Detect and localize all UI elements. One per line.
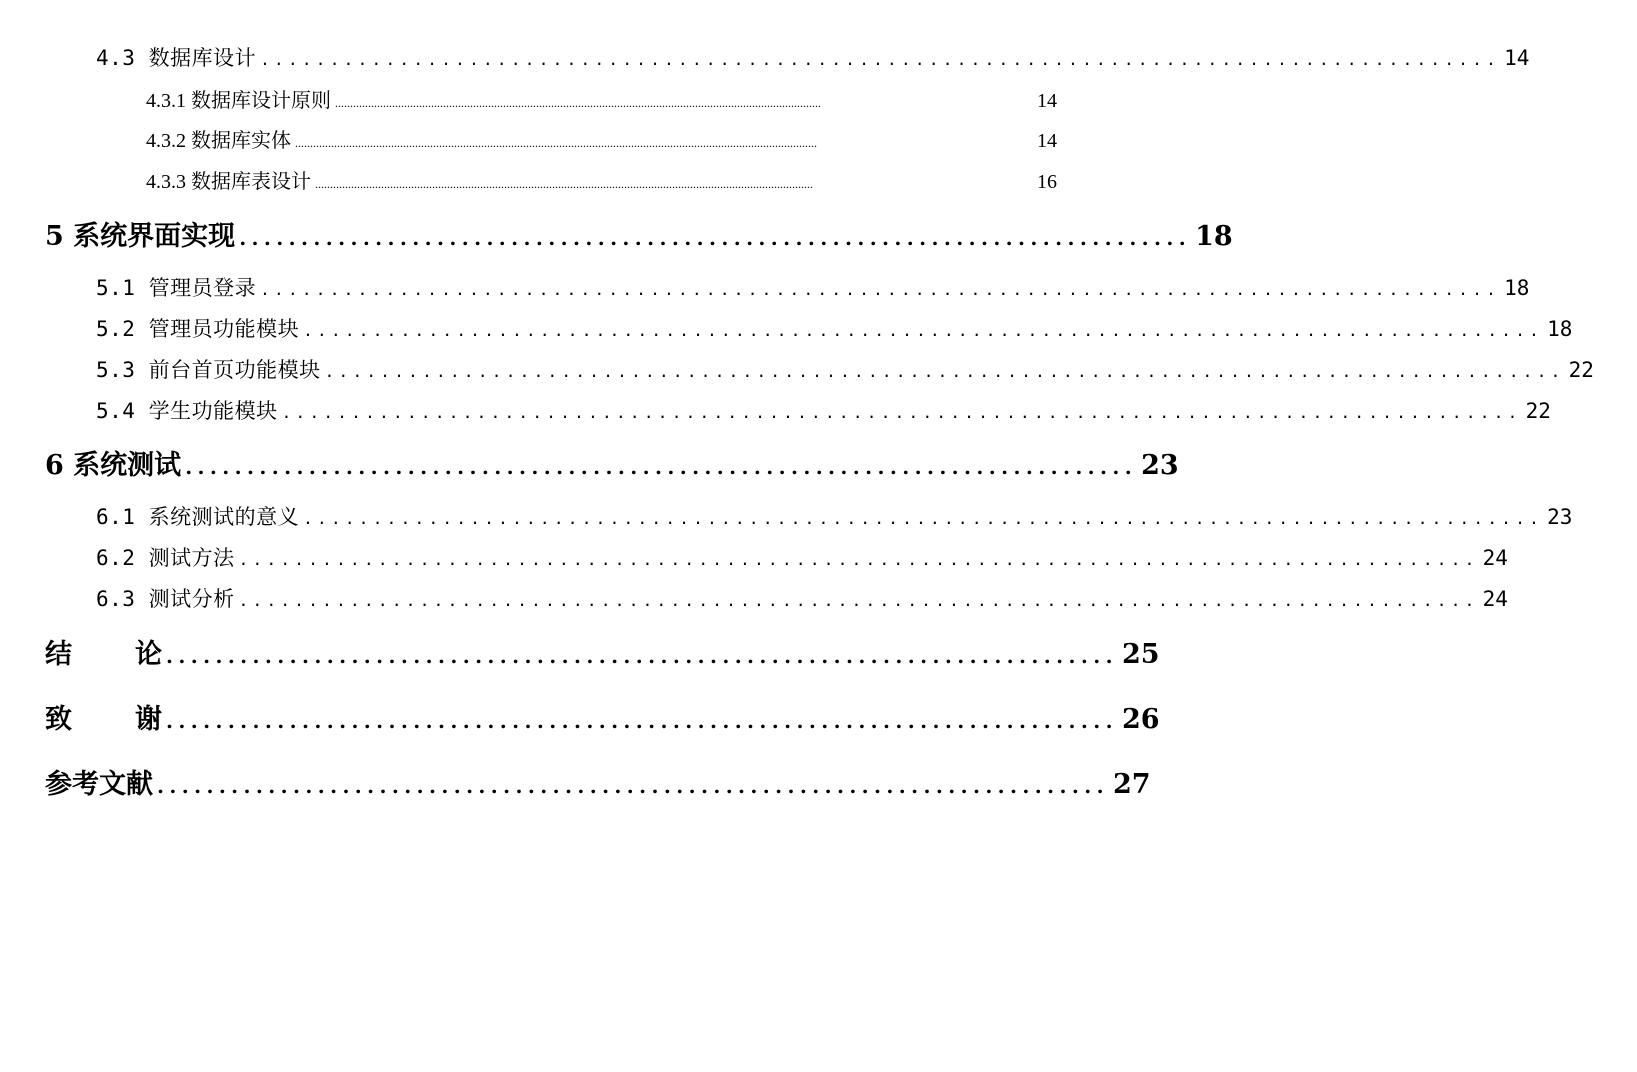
toc-entry-label: 4.3.1 数据库设计原则 <box>146 90 331 112</box>
toc-references[interactable] <box>0 762 1151 801</box>
dot-leader: ......................................................................................... <box>303 509 1544 528</box>
toc-entry-label: 4.3.2 数据库实体 <box>146 130 291 152</box>
toc-entry-label: 4.3 数据库设计 <box>96 46 257 70</box>
toc-chapter-6[interactable] <box>0 443 1179 482</box>
toc-page-number: 22 <box>1525 399 1551 423</box>
toc-page-number: 24 <box>1482 587 1508 611</box>
toc-page-number: 26 <box>1121 704 1160 735</box>
toc-page-number: 23 <box>1547 505 1573 529</box>
dot-leader: ......................................................................................... <box>303 321 1544 340</box>
toc-entry-6-3[interactable] <box>0 583 1508 613</box>
toc-page-number: 18 <box>1547 317 1573 341</box>
dot-leader: ............................................................................. <box>166 709 1118 733</box>
dot-leader: ......................................................................................... <box>324 362 1565 381</box>
toc-label-first-char: 致 <box>45 704 72 735</box>
toc-page-number: 25 <box>1121 639 1160 670</box>
toc-entry-label <box>0 697 162 736</box>
toc-acknowledgements[interactable] <box>0 697 1160 736</box>
toc-page-number: 22 <box>1568 358 1594 382</box>
dot-leader: ............................................................................. <box>157 774 1109 798</box>
dot-leader: .............................................................................................................................................................................. <box>295 136 817 150</box>
toc-page-number: 24 <box>1482 546 1508 570</box>
toc-entry-4-3[interactable] <box>0 42 1530 72</box>
toc-label-second-char: 谢 <box>135 704 162 735</box>
toc-entry-label: 5.2 管理员功能模块 <box>96 317 300 341</box>
toc-entry-label: 5 系统界面实现 <box>45 221 236 252</box>
toc-chapter-5[interactable] <box>0 214 1233 253</box>
toc-entry-label: 5.1 管理员登录 <box>96 276 257 300</box>
toc-entry-label: 5.3 前台首页功能模块 <box>96 358 321 382</box>
toc-entry-5-2[interactable] <box>0 313 1573 343</box>
dot-leader: ......................................................................................... <box>260 50 1501 69</box>
toc-entry-5-1[interactable] <box>0 272 1530 302</box>
dot-leader: ............................................................................. <box>166 644 1118 668</box>
toc-label-second-char: 论 <box>135 639 162 670</box>
toc-label-first-char: 结 <box>45 639 72 670</box>
toc-page-number: 16 <box>1037 171 1057 193</box>
toc-entry-5-3[interactable] <box>0 354 1594 384</box>
toc-page-number: 14 <box>1037 130 1057 152</box>
toc-entry-label <box>0 632 162 671</box>
toc-page-number: 27 <box>1112 769 1151 800</box>
toc-page-number: 14 <box>1504 46 1530 70</box>
toc-entry-5-4[interactable] <box>0 395 1551 425</box>
toc-entry-label: 6.3 测试分析 <box>96 587 235 611</box>
dot-leader: ......................................................................................... <box>238 591 1479 610</box>
toc-entry-4-3-1[interactable] <box>0 84 1100 113</box>
toc-page-number: 14 <box>1037 90 1057 112</box>
toc-entry-4-3-3[interactable] <box>0 165 1100 194</box>
toc-entry-label: 4.3.3 数据库表设计 <box>146 171 311 193</box>
dot-leader: ......................................................................................... <box>260 280 1501 299</box>
toc-entry-6-1[interactable] <box>0 501 1573 531</box>
toc-page-number: 23 <box>1141 450 1179 481</box>
dot-leader: ...................................................................................................................................................................... <box>315 177 813 191</box>
toc-entry-label: 5.4 学生功能模块 <box>96 399 278 423</box>
toc-entry-label: 6.2 测试方法 <box>96 546 235 570</box>
toc-entry-4-3-2[interactable] <box>0 124 1100 153</box>
toc-entry-label: 6 系统测试 <box>45 450 182 481</box>
dot-leader: ......................................................................................... <box>281 403 1522 422</box>
toc-conclusion[interactable] <box>0 632 1160 671</box>
toc-page-number: 18 <box>1504 276 1530 300</box>
dot-leader: ............................................................................. <box>239 226 1192 250</box>
toc-page-number: 18 <box>1195 221 1233 252</box>
toc-entry-label: 6.1 系统测试的意义 <box>96 505 300 529</box>
toc-entry-6-2[interactable] <box>0 542 1508 572</box>
dot-leader: ............................................................................. <box>185 455 1138 479</box>
dot-leader: .................................................................................................................................................................. <box>335 96 821 110</box>
toc-entry-label: 参考文献 <box>45 769 153 800</box>
dot-leader: ......................................................................................... <box>238 550 1479 569</box>
